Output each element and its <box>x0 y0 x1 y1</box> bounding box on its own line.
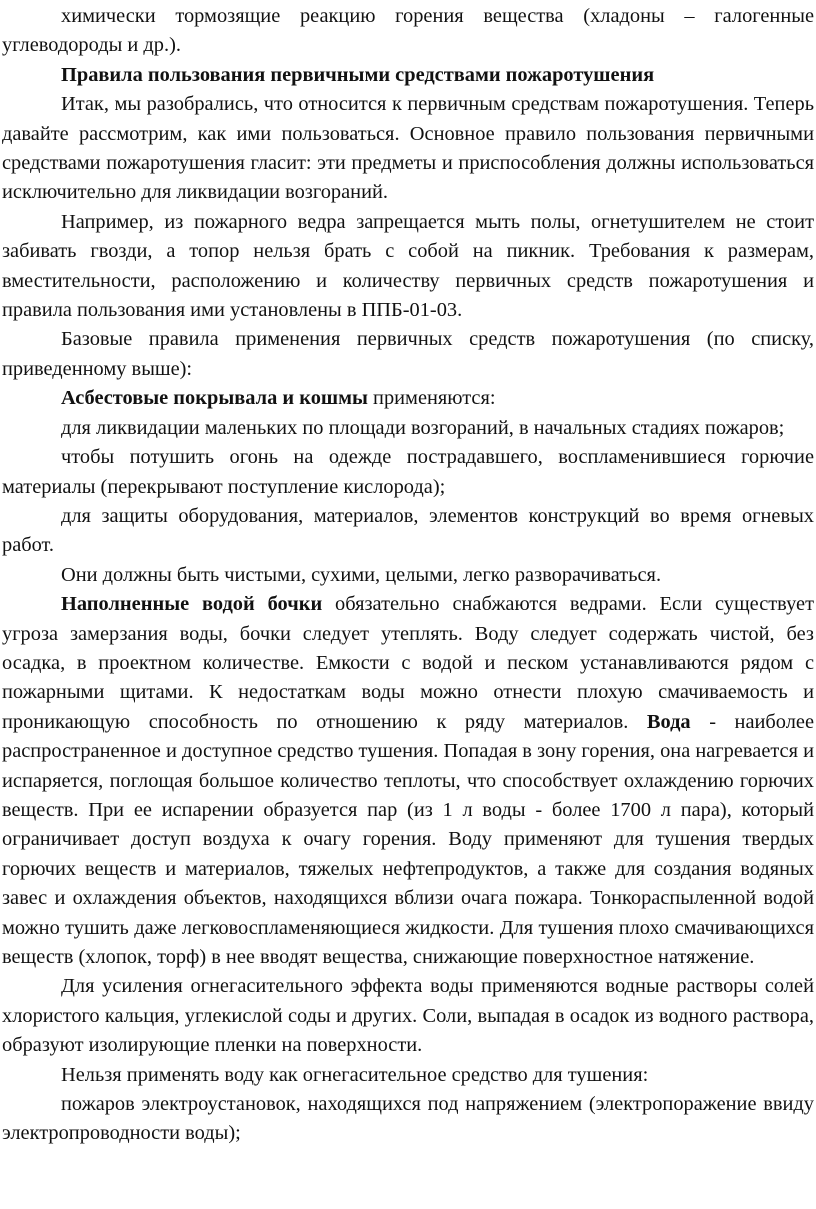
paragraph-example: Например, из пожарного ведра запрещается мыть полы, огнетушителем не стоит забивать гвозди, а топор нельзя брать с собой на пикник. Требования к размерам, вместительности, расположению и количеству первичных средств пожаротушения и правила пользования ими установлены в ППБ-01-03. <box>2 210 814 322</box>
paragraph-water-restrictions: Нельзя применять воду как огнегасительное средство для тушения: <box>61 1063 649 1086</box>
barrels-rest: обязательно снабжаются ведрами. Если существует угроза замерзания воды, бочки следует утеплять. Воду следует содержать чистой, без осадка, в проектном количестве. Емкости с водой и песком устанавливаются рядом с пожарными щитами. К недостаткам воды можно отнести плохую смачиваемость и проникающую способность по отношению к ряду материалов. <box>2 593 814 733</box>
paragraph-halons-text: химически тормозящие реакцию горения вещества (хладоны – галогенные углеводороды и др.). <box>2 5 814 57</box>
list-item-protection: для защиты оборудования, материалов, элементов конструкций во время огневых работ. <box>2 504 814 557</box>
paragraph-water-barrels <box>2 590 814 972</box>
list-item-clothing: чтобы потушить огонь на одежде пострадавшего, воспламенившиеся горючие материалы (перекрывают поступление кислорода); <box>2 446 814 498</box>
asbestos-rest: применяются: <box>367 387 496 410</box>
water-rest: - наиболее распространенное и доступное средство тушения. Попадая в зону горения, она нагревается и испаряется, поглощая большое количество теплоты, что способствует охлаждению горючих веществ. При ее испарении образуется пар (из 1 л воды - более 1700 л пара), который ограничивает доступ воздуха к очагу горения. Воду применяют для тушения твердых горючих веществ и материалов, тяжелых нефтепродуктов, а также для создания водяных завес и охлаждения объектов, находящихся вблизи очага пожара. Тонкораспыленной водой можно тушить даже легковоспламеняющиеся жидкости. Для тушения плохо смачивающихся веществ (хлопок, торф) в нее вводят вещества, снижающие поверхностное натяжение. <box>2 710 815 968</box>
list-item-electrical: пожаров электроустановок, находящихся под напряжением (электропоражение ввиду электропроводности воды); <box>2 1093 814 1145</box>
list-item-small-fires: для ликвидации маленьких по площади возгораний, в начальных стадиях пожаров; <box>61 416 785 439</box>
paragraph-intro: Итак, мы разобрались, что относится к первичным средствам пожаротушения. Теперь давайте рассмотрим, как ими пользоваться. Основное правило пользования первичными средствами пожаротушения гласит: эти предметы и приспособления должны использоваться исключительно для ликвидации возгораний. <box>2 93 814 204</box>
paragraph-basic-rules: Базовые правила применения первичных средств пожаротушения (по списку, приведенному выше): <box>2 328 814 380</box>
water-bold-term: Вода <box>646 710 691 733</box>
paragraph-halons <box>2 2 814 61</box>
section-heading: Правила пользования первичными средствами пожаротушения <box>61 63 655 86</box>
paragraph-clean-dry: Они должны быть чистыми, сухими, целыми, легко разворачиваться. <box>61 563 662 586</box>
barrels-bold-term: Наполненные водой бочки <box>61 593 323 616</box>
asbestos-bold-term: Асбестовые покрывала и кошмы <box>61 387 368 410</box>
paragraph-asbestos <box>2 384 814 413</box>
paragraph-salt-solutions: Для усиления огнегасительного эффекта воды применяются водные растворы солей хлористого кальция, углекислой соды и других. Соли, выпадая в осадок из водного раствора, образуют изолирующие пленки на поверхности. <box>2 975 814 1057</box>
